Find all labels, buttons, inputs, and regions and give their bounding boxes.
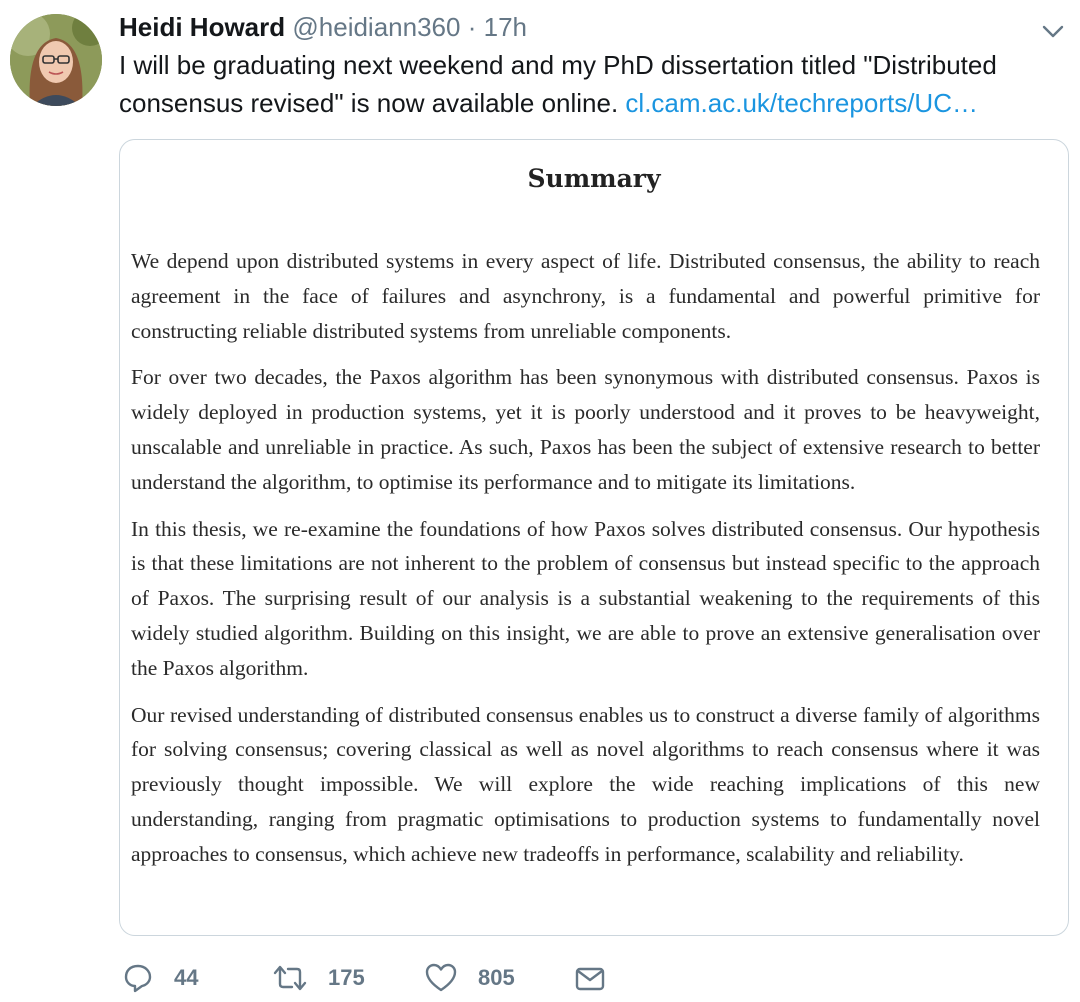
reply-count: 44 [174, 965, 199, 990]
document-paragraph: For over two decades, the Paxos algorithm has been synonymous with distributed consensus. Paxos is widely deployed in production systems, yet it is poorly understood and it proves to be heavyweight, unscalable and unreliable in practice. As such, Paxos has been the subject of extensive research to better understand the algorithm, to optimise its performance and to mitigate its limitations. [131, 365, 1040, 494]
media-card[interactable] [119, 139, 1069, 936]
tweet-link[interactable]: cl.cam.ac.uk/techreports/UC… [625, 88, 978, 118]
like-button[interactable] [424, 958, 515, 998]
timestamp[interactable]: 17h [483, 12, 527, 42]
reply-button[interactable] [122, 958, 198, 998]
tweet-text [119, 46, 1049, 122]
like-count: 805 [478, 965, 515, 990]
tweet-body: I will be graduating next weekend and my PhD dissertation titled "Distributed consensus revised" is now available online. [119, 50, 997, 118]
document-body [131, 244, 1040, 884]
document-paragraph: In this thesis, we re-examine the foundations of how Paxos solves distributed consensus. Our hypothesis is that these limitations are not inherent to the problem of consensus but instead specific to the approach of Paxos. The surprising result of our analysis is a substantial weakening to the requirements of this widely studied algorithm. Building on this insight, we are able to prove an extensive generalisation over the Paxos algorithm. [131, 516, 1040, 680]
avatar[interactable] [10, 14, 102, 106]
author-handle[interactable]: @heidiann360 [292, 12, 461, 42]
tweet-header [119, 10, 527, 44]
direct-message-button[interactable] [574, 958, 606, 998]
heart-icon [424, 962, 458, 994]
document-paragraph: Our revised understanding of distributed consensus enables us to construct a diverse family of algorithms for solving consensus; covering classical as well as novel algorithms to reach consensus where it was previously thought impossible. We will explore the wide reaching implications of this new understanding, ranging from pragmatic optimisations to production systems to fundamentally novel approaches to consensus, which achieve new tradeoffs in performance, scalability and reliability. [131, 702, 1040, 866]
chevron-down-icon[interactable] [1040, 18, 1066, 44]
retweet-icon [272, 962, 308, 994]
reply-icon [122, 962, 154, 994]
document-paragraph: We depend upon distributed systems in every aspect of life. Distributed consensus, the ability to reach agreement in the face of failures and asynchrony, is a fundamental and powerful primitive for constructing reliable distributed systems from unreliable components. [131, 249, 1040, 343]
retweet-button[interactable] [272, 958, 365, 998]
envelope-icon [574, 962, 606, 994]
profile-photo [10, 14, 102, 106]
retweet-count: 175 [328, 965, 365, 990]
separator: · [467, 12, 477, 42]
author-name[interactable]: Heidi Howard [119, 12, 286, 42]
document-title: Summary [527, 164, 661, 193]
